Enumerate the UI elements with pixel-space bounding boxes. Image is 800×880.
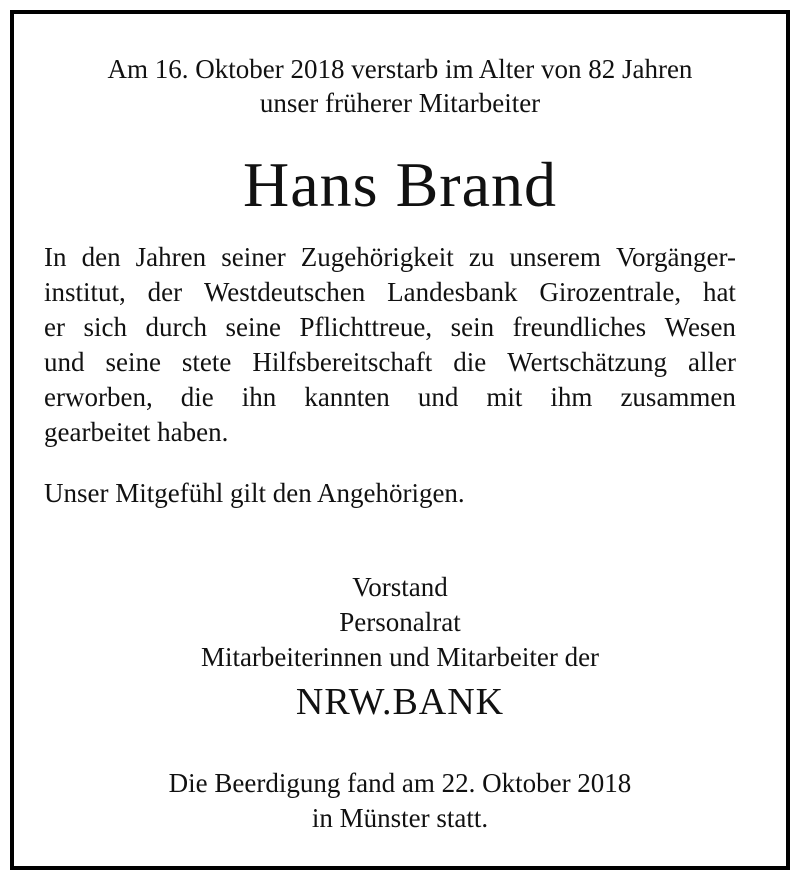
tribute-word: aller	[687, 347, 736, 377]
tribute-word: In	[44, 242, 67, 272]
tribute-word: freundliches	[512, 312, 647, 342]
tribute-word: institut,	[44, 277, 126, 307]
tribute-word: kannten	[304, 382, 390, 412]
tribute-line	[44, 240, 736, 275]
tribute-line	[44, 275, 736, 310]
tribute-word: die	[180, 382, 214, 412]
deceased-name: Hans Brand	[243, 149, 557, 220]
tribute-word: erworben,	[44, 382, 153, 412]
tribute-word: und	[44, 347, 85, 377]
tribute-line	[44, 380, 736, 415]
tribute-word: Girozentrale,	[539, 277, 682, 307]
tribute-word: Vorgänger-	[616, 242, 736, 272]
tribute-word: Zugehörigkeit	[300, 242, 454, 272]
tribute-line	[44, 310, 736, 345]
tribute-word: die	[453, 347, 487, 377]
tribute-word: Jahren	[135, 242, 207, 272]
tribute-word: Wesen	[664, 312, 736, 342]
tribute-word: ihn	[241, 382, 277, 412]
tribute-word: seiner	[221, 242, 286, 272]
tribute-last-line: gearbeitet haben.	[44, 417, 229, 447]
tribute-word: Westdeutschen	[203, 277, 366, 307]
tribute-word: Landesbank	[387, 277, 518, 307]
signers	[0, 570, 800, 675]
intro-line-2: unser früherer Mitarbeiter	[259, 88, 541, 118]
funeral-notice	[0, 766, 800, 836]
tribute-word: durch	[145, 312, 207, 342]
tribute-word: er	[44, 312, 65, 342]
intro-line-1: Am 16. Oktober 2018 verstarb im Alter von 82 Jahren	[107, 54, 693, 84]
tribute-word: stete	[181, 347, 232, 377]
tribute-word: Hilfsbereitschaft	[252, 347, 433, 377]
tribute-line	[44, 345, 736, 380]
tribute-word: der	[147, 277, 183, 307]
tribute-word: zu	[468, 242, 495, 272]
condolence-text: Unser Mitgefühl gilt den Angehörigen.	[44, 478, 465, 508]
tribute-word: ihm	[550, 382, 593, 412]
tribute-word: sein	[450, 312, 495, 342]
tribute-word: zusammen	[620, 382, 736, 412]
tribute-word: unserem	[509, 242, 601, 272]
tribute-word: seine	[225, 312, 281, 342]
signer-employees: Mitarbeiterinnen und Mitarbeiter der	[200, 642, 600, 672]
tribute-word: seine	[105, 347, 161, 377]
tribute-word: und	[417, 382, 459, 412]
tribute-word: sich	[83, 312, 127, 342]
tribute-word: mit	[486, 382, 523, 412]
signer-staff-council: Personalrat	[339, 607, 461, 637]
intro-text	[0, 52, 800, 120]
tribute-word: Pflichttreue,	[299, 312, 433, 342]
signer-board: Vorstand	[352, 572, 448, 602]
tribute-word: den	[81, 242, 121, 272]
tribute-word: Wertschätzung	[507, 347, 668, 377]
tribute-paragraph	[44, 240, 736, 450]
tribute-word: hat	[702, 277, 736, 307]
funeral-line-2: in Münster statt.	[311, 803, 489, 833]
funeral-line-1: Die Beerdigung fand am 22. Oktober 2018	[168, 768, 632, 798]
organization-name: NRW.BANK	[295, 681, 505, 723]
